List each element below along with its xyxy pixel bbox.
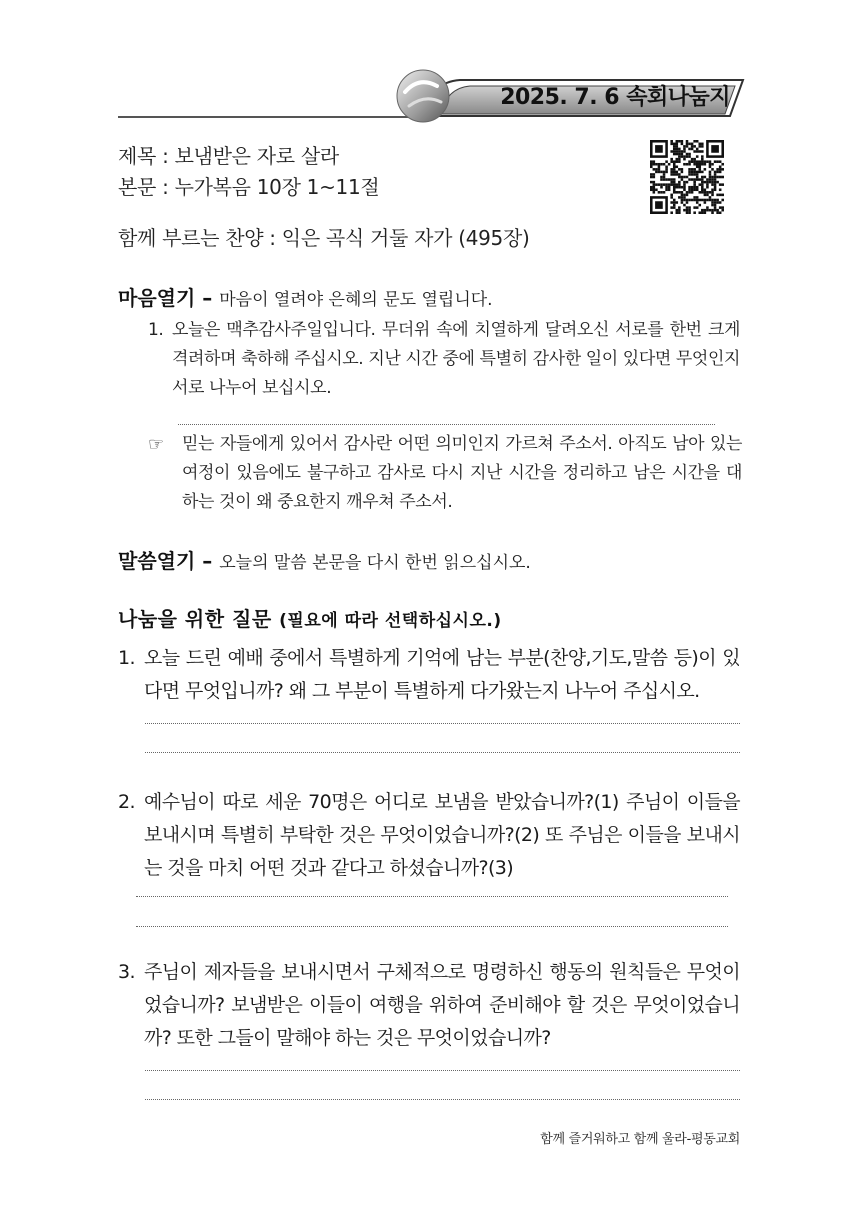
open-word-label: 말씀열기 [118, 549, 196, 573]
answer-line [145, 1070, 740, 1071]
answer-line [178, 424, 715, 425]
questions-heading [118, 603, 502, 632]
swirl-logo-icon [397, 70, 449, 122]
hymn-line: 함께 부르는 찬양 : 익은 곡식 거둘 자가 (495장) [118, 226, 530, 250]
open-heart-subtitle: 마음이 열려야 은혜의 문도 열립니다. [219, 290, 493, 310]
question-2 [118, 786, 740, 885]
questions-subtitle: (필요에 따라 선택하십시오.) [279, 611, 502, 631]
answer-line [145, 1099, 740, 1100]
open-heart-item-1 [148, 316, 740, 403]
question-1 [118, 642, 740, 708]
sermon-title: 제목 : 보냄받은 자로 살라 [118, 144, 339, 168]
question-number: 1. [118, 647, 135, 669]
question-text: 예수님이 따로 세운 70명은 어디로 보냄을 받았습니까?(1) 주님이 이들을 보내시며 특별히 부탁한 것은 무엇이었습니까?(2) 또 주님은 이들을 보내시는 것을 마치 어떤 것과 같다고 하셨습니까?(3) [144, 791, 740, 879]
pointing-hand-icon: ☞ [148, 434, 164, 455]
open-word-heading [118, 545, 531, 574]
prayer-text: 믿는 자들에게 있어서 감사란 어떤 의미인지 가르쳐 주소서. 아직도 남아 있는 여정이 있음에도 불구하고 감사로 다시 지난 시간을 정리하고 남은 시간을 대하는 것이 왜 중요한지 깨우쳐 주소서. [182, 434, 742, 512]
open-heart-label: 마음열기 [118, 286, 196, 310]
open-word-dash: – [202, 549, 213, 573]
footer-text: 함께 즐거워하고 함께 울라-평동교회 [540, 1132, 740, 1147]
question-number: 2. [118, 791, 135, 813]
item-number: 1. [148, 320, 164, 340]
item-text: 오늘은 맥추감사주일입니다. 무더위 속에 치열하게 달려오신 서로를 한번 크게 격려하며 축하해 주십시오. 지난 시간 중에 특별히 감사한 일이 있다면 무엇인지 서로 나누어 보십시오. [172, 320, 740, 398]
scripture-reference: 본문 : 누가복음 10장 1~11절 [118, 175, 380, 199]
question-3 [118, 956, 740, 1055]
open-heart-heading [118, 282, 493, 311]
prayer-block [148, 430, 742, 517]
answer-line [136, 896, 728, 897]
qr-code-icon [650, 140, 724, 214]
question-text: 오늘 드린 예배 중에서 특별하게 기억에 남는 부분(찬양,기도,말씀 등)이 있다면 무엇입니까? 왜 그 부분이 특별하게 다가왔는지 나누어 주십시오. [144, 647, 740, 702]
answer-line [145, 752, 740, 753]
questions-label: 나눔을 위한 질문 [118, 607, 272, 631]
answer-line [136, 926, 728, 927]
header-rule [118, 116, 418, 118]
open-word-subtitle: 오늘의 말씀 본문을 다시 한번 읽으십시오. [219, 553, 531, 573]
answer-line [145, 723, 740, 724]
page-title: 2025. 7. 6 속회나눔지 [500, 85, 730, 110]
open-heart-dash: – [202, 286, 213, 310]
question-text: 주님이 제자들을 보내시면서 구체적으로 명령하신 행동의 원칙들은 무엇이었습니까? 보냄받은 이들이 여행을 위하여 준비해야 할 것은 무엇이었습니까? 또한 그들이 말해야 하는 것은 무엇이었습니까? [144, 961, 740, 1049]
question-number: 3. [118, 961, 135, 983]
